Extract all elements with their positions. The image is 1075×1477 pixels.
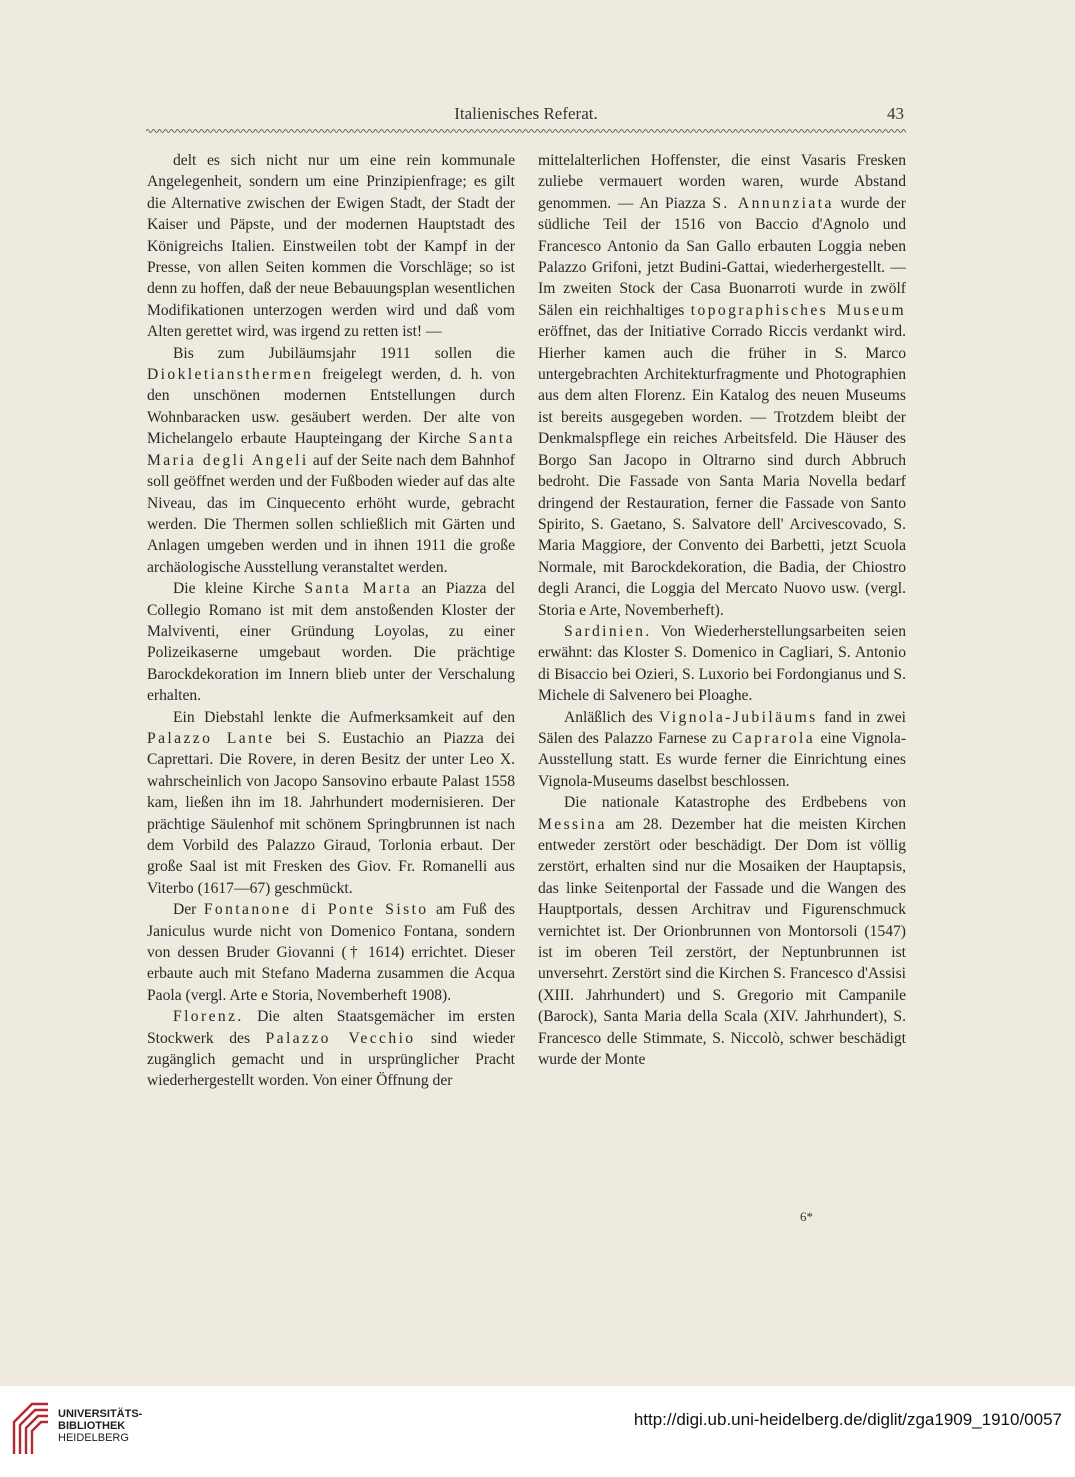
text-run: freigelegt werden, d. h. von den unschönen modernen Entstellungen durch Wohnbaracken usw. gesäubert werden. Der alte von Michelangelo erbaute Haupteingang der Kirche [147,366,515,448]
spaced-emphasis: Palazzo Vecchio [265,1029,416,1047]
text-run: Ein Diebstahl lenkte die Aufmerksamkeit auf den [173,708,515,726]
paragraph [147,578,515,706]
right-column [538,150,906,1070]
paragraph [538,150,906,621]
text-run: Die kleine Kirche [173,580,305,598]
footer-bar [0,1386,1075,1477]
text-run: auf der Seite nach dem Bahnhof soll geöffnet werden und der Fußboden wieder auf das alte Niveau, das im Cinquecento erhöht wurde, gebracht werden. Die Thermen sollen schließlich mit Gärten und Anlagen umgeben werden und in ihnen 1911 die große archäologische Ausstellung veranstaltet werden. [147,451,515,576]
text-run: bei S. Eustachio an Piazza dei Caprettari. Die Rovere, in deren Besitz der unter Leo X. wahrscheinlich von Jacopo Sansovino erbaute Palast 1558 kam, ließen ihn im 18. Jahrhundert modernisieren. Der prächtige Säulenhof mit schönem Springbrunnen ist nach dem Vorbild des Palazzo Giraud, Torlonia erbaut. Der große Saal ist mit Fresken des Giov. Fr. Romanelli aus Viterbo (1617—67) geschmückt. [147,729,515,897]
spaced-emphasis: S. Annunziata [712,194,834,212]
spaced-emphasis: Santa Maria degli Angeli [147,430,515,469]
left-column [147,150,515,1092]
text-run: am Fuß des Janiculus wurde nicht von Domenico Fontana, sondern von dessen Bruder Giovanni († 1614) errichtet. Dieser erbaute auch mit Stefano Maderna zusammen die Acqua Paola (vergl. Arte e Storia, Novemberheft 1908). [147,901,515,1004]
source-url-link[interactable]: http://digi.ub.uni-heidelberg.de/diglit/zga1909_1910/0057 [633,1410,1062,1429]
spaced-emphasis: Fontanone di Ponte Sisto [203,901,429,919]
library-logo-icon [10,1400,52,1456]
paragraph [147,1006,515,1092]
spaced-emphasis: topographisches Museum [690,301,906,319]
text-run: eine Vignola-Ausstellung statt. Es wurde ferner die Einrichtung eines Vignola-Museums daselbst beschlossen. [538,729,907,790]
text-run: am 28. Dezember hat die meisten Kirchen entweder zerstört oder beschädigt. Der Dom ist völlig zerstört, erhalten sind nur die Mosaiken der Hauptapsis, das linke Seitenportal der Fassade und die Wangen des Hauptportals, dessen Architrav und Figurenschmuck vernichtet ist. Der Orionbrunnen von Montorsoli (1547) ist im oberen Teil zerstört, der Neptunbrunnen ist unversehrt. Zerstört sind die Kirchen S. Francesco d'Assisi (XIII. Jahrhundert) und S. Gregorio mit Campanile (Barock), Santa Maria della Scala (XIV. Jahrhundert), S. Francesco delle Stimmate, S. Niccolò, schwer beschädigt wurde der Monte [538,815,906,1069]
paragraph [538,792,906,1070]
text-run: an Piazza del Collegio Romano ist mit dem anstoßenden Kloster der Malviventi, einer Gründung Loyolas, zu einer Polizeikaserne umgebaut worden. Die prächtige Barockdekoration im Innern blieb unter der Verschalung erhalten. [147,580,515,705]
spaced-emphasis: Santa Marta [304,580,413,598]
text-run: Anläßlich des [564,708,660,726]
spaced-emphasis: Vignola-Jubiläums [659,708,818,726]
text-run: sind wieder zugänglich gemacht und in ursprünglicher Pracht wiederhergestellt worden. Von einer Öffnung der [147,1029,516,1090]
page-number: 43 [887,104,904,123]
text-run: delt es sich nicht nur um eine rein kommunale Angelegenheit, sondern um eine Prinzipienfrage; es gilt die Alternative zwischen der Ewigen Stadt, der Stadt der Kaiser und Päpste, und der modernen Hauptstadt des Königreichs Italien. Einstweilen tobt der Kampf in der Presse, von allen Seiten kommen die Vorschläge; so ist denn zu hoffen, daß der neue Bebauungsplan wesentlichen Modifikationen unterzogen werden wird und daß vom Alten gerettet wird, was irgend zu retten ist! — [147,152,515,341]
text-run: Bis zum Jubiläumsjahr 1911 sollen die [173,344,515,362]
paragraph [538,707,906,793]
text-run: wurde der südliche Teil der 1516 von Baccio d'Agnolo und Francesco Antonio da San Gallo erbauten Loggia neben Palazzo Grifoni, jetzt Budini-Gattai, wiederhergestellt. — Im zweiten Stock der Casa Buonarroti wurde in zwölf Sälen ein reichhaltiges [538,194,906,319]
spaced-emphasis: Caprarola [732,729,816,747]
text-run: fand in zwei Sälen des Palazzo Farnese zu [538,708,907,747]
library-name [58,1408,142,1444]
paragraph [538,621,906,707]
library-name-line-2: BIBLIOTHEK [58,1420,126,1432]
spaced-emphasis: Palazzo Lante [147,729,275,747]
spaced-emphasis: Messina [538,815,607,833]
text-run: Die nationale Katastrophe des Erdbebens von [564,794,906,812]
signature-mark: 6* [800,1209,813,1224]
spaced-emphasis: Diokletiansthermen [147,366,314,384]
text-run: eröffnet, das der Initiative Corrado Riccis verdankt wird. Hierher kamen auch die früher in S. Marco untergebrachten Architekturfragmente und Photographien aus dem alten Florenz. Ein Katalog des neuen Museums ist bereits ausgegeben worden. — Trotzdem bleibt der Denkmalspflege ein reiches Arbeitsfeld. Die Häuser des Borgo San Jacopo in Oltrarno sind durch Abbruch bedroht. Die Fassade von Santa Maria Novella bedarf dringend der Restauration, ferner die Fassade von Santo Spirito, S. Gaetano, S. Salvatore dell' Arcivescovado, S. Maria Maggiore, der Convento dei Barbetti, jetzt Scuola Normale, mit Barockdekoration, die Badia, der Chiostro degli Aranci, die Loggia del Mercato Nuovo usw. (vergl. Storia e Arte, Novemberheft). [538,323,906,619]
paragraph [147,343,515,578]
paragraph [147,150,515,343]
paragraph [147,899,515,1006]
spaced-emphasis: Florenz. [173,1008,244,1026]
library-name-line-1: UNIVERSITÄTS- [58,1408,143,1420]
text-run: mittelalterlichen Hoffenster, die einst Vasaris Fresken zuliebe vermauert worden waren, wurde Abstand genommen. — An Piazza [538,152,906,212]
text-run: Die alten Staatsgemächer im ersten Stockwerk des [147,1008,515,1047]
wavy-rule [146,127,906,135]
paragraph [147,707,515,900]
text-run: Der [173,901,204,919]
library-name-line-3: HEIDELBERG [58,1432,129,1444]
running-title: Italienisches Referat. [454,104,598,123]
spaced-emphasis: Sardinien. [564,622,652,640]
running-header [146,100,906,128]
text-run: Von Wiederherstellungsarbeiten seien erwähnt: das Kloster S. Domenico in Cagliari, S. Antonio di Bisaccio bei Ozieri, S. Luxorio bei Fordongianus und S. Michele di Salvenero bei Ploaghe. [538,622,906,705]
